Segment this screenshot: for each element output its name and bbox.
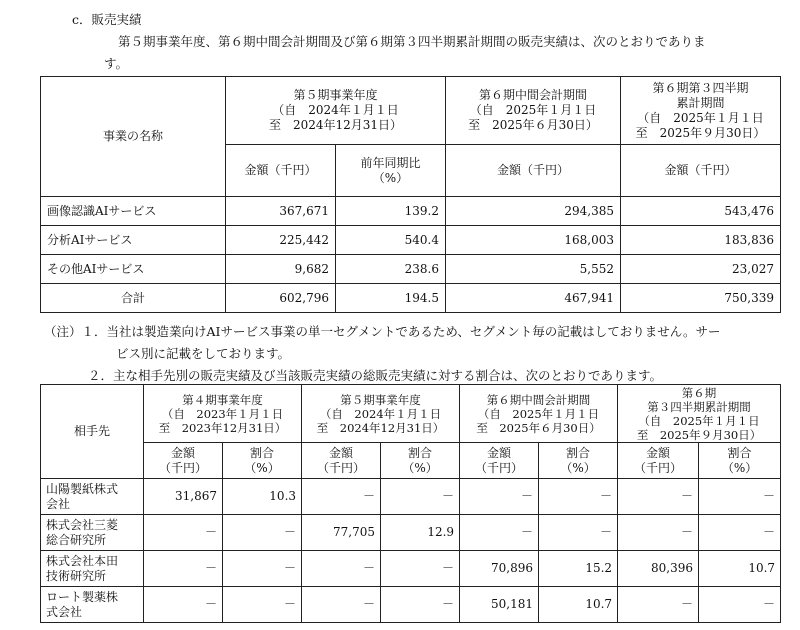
period5-header: 第５期事業年度 （自 2024年１月１日 至 2024年12月31日） <box>302 385 460 443</box>
note-2: ２．主な相手先別の販売実績及び当該販売実績の総販売実績に対する割合は、次のとおりであります。 <box>88 368 663 383</box>
table-row <box>41 551 781 587</box>
amount-cell: 602,796 <box>226 284 336 313</box>
value-cell: 50,181 <box>460 587 539 623</box>
period6-interim-header: 第６期中間会計期間 （自 2025年１月１日 至 2025年６月30日） <box>460 385 618 443</box>
value-cell: 10.7 <box>699 551 781 587</box>
yoy-cell: 194.5 <box>336 284 446 313</box>
value-cell: － <box>302 479 381 515</box>
amount-cell: 225,442 <box>226 226 336 255</box>
sales-by-service-table <box>40 76 781 313</box>
value-cell: － <box>618 479 699 515</box>
sales-by-customer-table <box>40 384 781 623</box>
value-cell: － <box>381 551 460 587</box>
yoy-cell: 238.6 <box>336 255 446 284</box>
service-name: 分析AIサービス <box>41 226 226 255</box>
value-cell: － <box>144 587 223 623</box>
value-cell: － <box>381 479 460 515</box>
table-row-total <box>41 284 781 313</box>
amount-cell: 367,671 <box>226 197 336 226</box>
partner-name: 株式会社三菱 総合研究所 <box>41 515 144 551</box>
value-cell: － <box>381 587 460 623</box>
amount-header: 金額（千円） <box>226 145 336 197</box>
value-cell: 31,867 <box>144 479 223 515</box>
amount-cell: 750,339 <box>621 284 781 313</box>
amount-cell: 168,003 <box>446 226 621 255</box>
value-cell: 10.7 <box>539 587 618 623</box>
value-cell: 15.2 <box>539 551 618 587</box>
yoy-cell: 139.2 <box>336 197 446 226</box>
yoy-cell: 540.4 <box>336 226 446 255</box>
amount-header: 金額（千円） <box>621 145 781 197</box>
table-row <box>41 587 781 623</box>
amount-cell: 183,836 <box>621 226 781 255</box>
value-cell: － <box>539 515 618 551</box>
value-cell: 12.9 <box>381 515 460 551</box>
service-name: その他AIサービス <box>41 255 226 284</box>
note-1-line-2: ビス別に記載をしております。 <box>116 346 291 361</box>
total-label: 合計 <box>41 284 226 313</box>
intro-text-line-1: 第５期事業年度、第６期中間会計期間及び第６期第３四半期累計期間の販売実績は、次のとおりでありま <box>118 34 706 49</box>
value-cell: 77,705 <box>302 515 381 551</box>
amount-cell: 5,552 <box>446 255 621 284</box>
value-cell: － <box>618 515 699 551</box>
value-cell: 70,896 <box>460 551 539 587</box>
period4-header: 第４期事業年度 （自 2023年１月１日 至 2023年12月31日） <box>144 385 302 443</box>
partner-name: ロート製薬株 式会社 <box>41 587 144 623</box>
note-1-line-1: （注）１．当社は製造業向けAIサービス事業の単一セグメントであるため、セグメント毎の記載はしておりません。サー <box>44 324 721 339</box>
value-cell: － <box>144 551 223 587</box>
value-cell: － <box>302 587 381 623</box>
period2-header: 第６期中間会計期間 （自 2025年１月１日 至 2025年６月30日） <box>446 77 621 145</box>
ratio-header: 割合 （%） <box>539 443 618 479</box>
section-title: c．販売実績 <box>72 12 142 27</box>
amount-header: 金額 （千円） <box>302 443 381 479</box>
value-cell: － <box>539 479 618 515</box>
ratio-header: 割合 （%） <box>381 443 460 479</box>
table-row <box>41 479 781 515</box>
value-cell: － <box>460 515 539 551</box>
amount-cell: 9,682 <box>226 255 336 284</box>
value-cell: － <box>460 479 539 515</box>
period6-q3-header: 第６期 第３四半期累計期間 （自 2025年１月１日 至 2025年９月30日） <box>618 385 781 443</box>
amount-cell: 467,941 <box>446 284 621 313</box>
value-cell: － <box>302 551 381 587</box>
amount-cell: 23,027 <box>621 255 781 284</box>
amount-header: 金額 （千円） <box>618 443 699 479</box>
table-row <box>41 255 781 284</box>
service-name: 画像認識AIサービス <box>41 197 226 226</box>
yoy-header: 前年同期比 （%） <box>336 145 446 197</box>
business-name-header: 事業の名称 <box>41 77 226 197</box>
ratio-header: 割合 （%） <box>699 443 781 479</box>
value-cell: － <box>699 479 781 515</box>
period3-header: 第６期第３四半期 累計期間 （自 2025年１月１日 至 2025年９月30日） <box>621 77 781 145</box>
amount-cell: 294,385 <box>446 197 621 226</box>
value-cell: － <box>699 515 781 551</box>
value-cell: － <box>618 587 699 623</box>
amount-cell: 543,476 <box>621 197 781 226</box>
value-cell: － <box>144 515 223 551</box>
value-cell: － <box>223 551 302 587</box>
table-row <box>41 197 781 226</box>
table-row <box>41 515 781 551</box>
table-row <box>41 226 781 255</box>
partner-name: 株式会社本田 技術研究所 <box>41 551 144 587</box>
value-cell: － <box>223 515 302 551</box>
period1-header: 第５期事業年度 （自 2024年１月１日 至 2024年12月31日） <box>226 77 446 145</box>
amount-header: 金額 （千円） <box>144 443 223 479</box>
value-cell: 10.3 <box>223 479 302 515</box>
value-cell: － <box>223 587 302 623</box>
ratio-header: 割合 （%） <box>223 443 302 479</box>
amount-header: 金額 （千円） <box>460 443 539 479</box>
value-cell: － <box>699 587 781 623</box>
amount-header: 金額（千円） <box>446 145 621 197</box>
partner-name: 山陽製紙株式 会社 <box>41 479 144 515</box>
partner-header: 相手先 <box>41 385 144 479</box>
value-cell: 80,396 <box>618 551 699 587</box>
intro-text-line-2: す。 <box>104 56 129 71</box>
